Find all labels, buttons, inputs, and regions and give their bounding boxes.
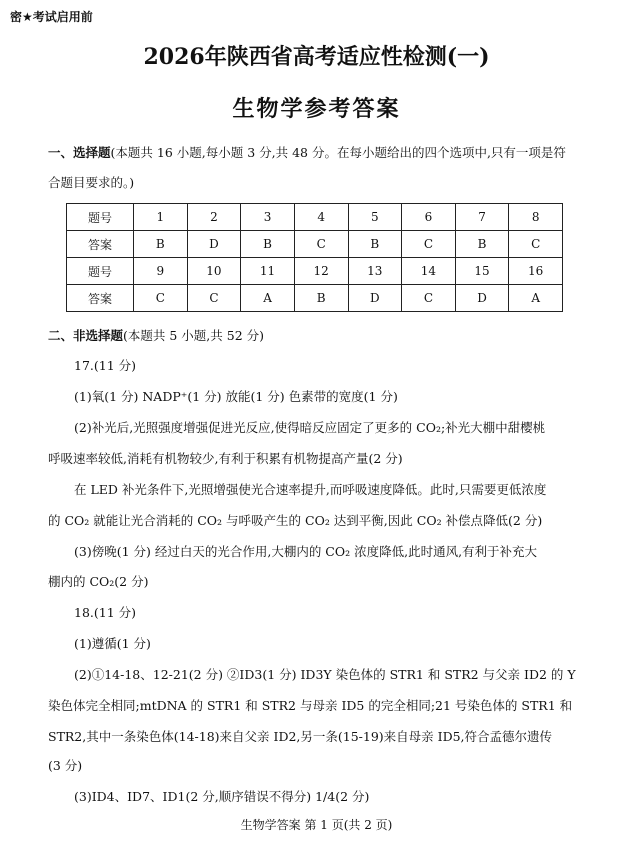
question-number: 5: [348, 204, 402, 231]
answer-cell: C: [294, 231, 348, 258]
question-number: 15: [455, 258, 509, 285]
question-number: 2: [187, 204, 241, 231]
question-number: 3: [241, 204, 295, 231]
question-number: 4: [294, 204, 348, 231]
q18-part2-line4: (3 分): [48, 758, 83, 773]
question-number: 8: [509, 204, 563, 231]
section1-intro: [48, 143, 566, 161]
answer-cell: C: [402, 231, 456, 258]
section1-desc2: 合题目要求的。): [48, 175, 135, 190]
section2-desc: (本题共 5 小题,共 52 分): [123, 328, 264, 343]
question-number: 9: [134, 258, 188, 285]
answer-cell: B: [294, 285, 348, 312]
answer-cell: A: [509, 285, 563, 312]
section2-heading: 二、非选择题: [48, 328, 124, 343]
row-label-question: 题号: [67, 258, 134, 285]
q17-part2-line3: 在 LED 补光条件下,光照增强使光合速率提升,而呼吸速度降低。此时,只需要更低浓度: [74, 482, 547, 497]
row-label-answer: 答案: [67, 285, 134, 312]
row-label-answer: 答案: [67, 231, 134, 258]
answer-cell: C: [187, 285, 241, 312]
answer-cell: D: [187, 231, 241, 258]
answer-cell: C: [402, 285, 456, 312]
answer-cell: D: [455, 285, 509, 312]
question-number: 1: [134, 204, 188, 231]
confidential-mark: 密★考试启用前: [10, 10, 93, 24]
q17-part2-line1: (2)补光后,光照强度增强促进光反应,使得暗反应固定了更多的 CO₂;补光大棚中甜樱桃: [74, 420, 546, 435]
answer-cell: C: [509, 231, 563, 258]
q18-part2-line3: STR2,其中一条染色体(14-18)来自父亲 ID2,另一条(15-19)来自母亲 ID5,符合孟德尔遗传: [48, 729, 553, 744]
table-row: [67, 285, 563, 312]
q18-part1: (1)遵循(1 分): [74, 636, 151, 651]
answer-cell: B: [134, 231, 188, 258]
question-number: 16: [509, 258, 563, 285]
q18-part2-line1: (2)①14-18、12-21(2 分) ②ID3(1 分) ID3Y 染色体的 STR1 和 STR2 与父亲 ID2 的 Y: [74, 667, 576, 682]
answer-cell: B: [348, 231, 402, 258]
answer-cell: B: [241, 231, 295, 258]
table-row: [67, 204, 563, 231]
section1-desc1: (本题共 16 小题,每小题 3 分,共 48 分。在每小题给出的四个选项中,只有一项是符: [110, 145, 566, 160]
q17-part2-line4: 的 CO₂ 就能让光合消耗的 CO₂ 与呼吸产生的 CO₂ 达到平衡,因此 CO₂ 补偿点降低(2 分): [48, 513, 543, 528]
page-title: 2026年陕西省高考适应性检测(一): [143, 44, 490, 70]
section1-heading: 一、选择题: [48, 145, 111, 160]
table-row: [67, 231, 563, 258]
question-number: 13: [348, 258, 402, 285]
page-subtitle: 生物学参考答案: [232, 97, 401, 122]
q17-label: 17.(11 分): [74, 358, 137, 373]
answer-table: [66, 203, 563, 312]
question-number: 6: [402, 204, 456, 231]
q18-label: 18.(11 分): [74, 605, 137, 620]
row-label-question: 题号: [67, 204, 134, 231]
table-row: [67, 258, 563, 285]
page-footer: 生物学答案 第 1 页(共 2 页): [240, 818, 393, 832]
q17-part1: (1)氧(1 分) NADP⁺(1 分) 放能(1 分) 色素带的宽度(1 分): [74, 389, 398, 404]
question-number: 11: [241, 258, 295, 285]
answer-cell: A: [241, 285, 295, 312]
answer-cell: C: [134, 285, 188, 312]
q17-part2-line2: 呼吸速率较低,消耗有机物较少,有利于积累有机物提高产量(2 分): [48, 451, 403, 466]
question-number: 7: [455, 204, 509, 231]
q17-part3-line1: (3)傍晚(1 分) 经过白天的光合作用,大棚内的 CO₂ 浓度降低,此时通风,有利于补充大: [74, 544, 538, 559]
q18-part2-line2: 染色体完全相同;mtDNA 的 STR1 和 STR2 与母亲 ID5 的完全相同;21 号染色体的 STR1 和: [48, 698, 573, 713]
answer-cell: D: [348, 285, 402, 312]
question-number: 14: [402, 258, 456, 285]
q18-part3: (3)ID4、ID7、ID1(2 分,顺序错误不得分) 1/4(2 分): [74, 789, 370, 804]
answer-cell: B: [455, 231, 509, 258]
section2-intro: [48, 326, 264, 344]
q17-part3-line2: 棚内的 CO₂(2 分): [48, 574, 149, 589]
question-number: 10: [187, 258, 241, 285]
question-number: 12: [294, 258, 348, 285]
